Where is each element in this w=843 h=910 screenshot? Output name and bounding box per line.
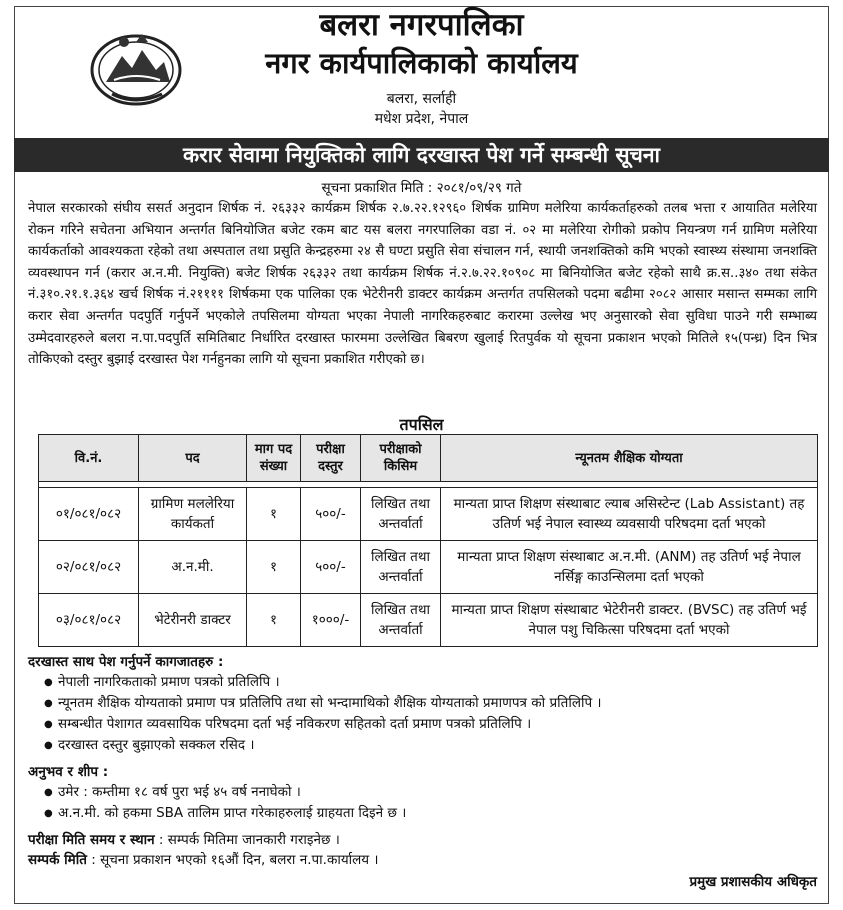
list-item: ● नेपाली नागरिकताको प्रमाण पत्रको प्रतिलिपि । xyxy=(44,672,817,693)
contact-info-label: सम्पर्क मिति xyxy=(28,852,87,868)
notice-title: करार सेवामा नियुक्तिको लागि दरखास्त पेश गर्ने सम्बन्धी सूचना xyxy=(14,138,829,172)
documents-heading: दरखास्त साथ पेश गर्नुपर्ने कागजातहरु : xyxy=(28,654,224,670)
tapsil-heading: तपसिल xyxy=(399,415,444,434)
documents-list xyxy=(28,672,817,756)
address-line-1: बलरा, सर्लाही xyxy=(386,91,457,107)
cell-count: १ xyxy=(247,488,301,541)
cell-sn: ०१/०८१/०८२ xyxy=(39,488,139,541)
table-row xyxy=(39,488,818,541)
office-name: नगर कार्यपालिकाको कार्यालय xyxy=(265,46,578,80)
cell-exam: लिखित तथा अन्तर्वार्ता xyxy=(361,541,441,594)
address-line-2: मधेश प्रदेश, नेपाल xyxy=(374,111,469,127)
cell-qualification: मान्यता प्राप्त शिक्षण संस्थाबाट अ.न.मी. (ANM) तह उतिर्ण भई नेपाल नर्सिङ्ग काउन्सिलमा दर्ता भएको xyxy=(441,541,818,594)
experience-section xyxy=(28,762,817,824)
cell-fee: १०००/- xyxy=(301,594,361,647)
col-header-sn: वि.नं. xyxy=(39,435,139,482)
notice-body: नेपाल सरकारको संघीय ससर्त अनुदान शिर्षक नं. २६३३२ कार्यक्रम शिर्षक २.७.२२.१२९६० शिर्षक ग्रामिण मलेरिया कार्यकर्ताहरुको तलब भत्ता र आयातित मलेरिया रोकन गरिने सचेतना अभियान अन्तर्गत बिनियोजित बजेट रकम बाट यस बलरा नगरपालिका वडा नं. ०२ मा मलेरिया रोगीको प्रकोप नियन्त्रण गर्न ग्रामिण मलेरिया कार्यकर्ताको आवश्यकता रहेको तथा अस्पताल तथा प्रसुति केन्द्रहरुमा २४ सै घण्टा प्रसुति सेवा संचालन गर्न, स्थायी जनशक्तिको कमि भएको स्वास्थ्य संस्थामा जनशक्ति व्यवस्थापन गर्न (करार अ.न.मी. नियुक्ति) बजेट शिर्षक २६३३२ तथा कार्यक्रम शिर्षक नं.२.७.२२.१०९०८ मा बिनियोजित बजेट रहेको साथै क्र.स..३४० तथा संकेत नं.३१०.२१.१.३६४ खर्च शिर्षक नं.२११११ शिर्षकमा एक पालिका एक भेटेरीनरी डाक्टर कार्यक्रम अन्तर्गत तपसिलको पदमा बढीमा २०८२ आसार मसान्त सम्मका लागि करार सेवा अन्तर्गत पदपुर्ति गर्नुपर्ने भएकोले तपसिलमा योग्यता भएका नेपाली नागरिकहरुबाट करारमा उल्लेख भए अनुसारको सेवा सुविधा पाउने गरी सम्भाब्य उम्मेदवारहरुले बलरा न.पा.पदपुर्ति समितिबाट निर्धारित दरखास्त फारममा उल्लेखित बिबरण खुलाई रितपुर्वक यो सूचना प्रकाशन भएको मितिले १५(पन्ध्र) दिन भित्र तोकिएको दस्तुर बुझाई दरखास्त पेश गर्नहुनका लागि यो सूचना प्रकाशित गरीएको छ। xyxy=(28,201,817,368)
cell-count: १ xyxy=(247,541,301,594)
documents-section xyxy=(28,652,817,756)
cell-sn: ०२/०८१/०८२ xyxy=(39,541,139,594)
cell-post: ग्रामिण मललेरिया कार्यकर्ता xyxy=(139,488,247,541)
experience-list xyxy=(28,782,817,824)
col-header-count: माग पद संख्या xyxy=(247,435,301,482)
col-header-post: पद xyxy=(139,435,247,482)
list-item: ● दरखास्त दस्तुर बुझाएको सक्कल रसिद । xyxy=(44,735,817,756)
exam-contact-section xyxy=(28,830,817,870)
cell-count: १ xyxy=(247,594,301,647)
table-row xyxy=(39,594,818,647)
exam-info-value: : सम्पर्क मितिमा जानकारी गराइनेछ । xyxy=(158,832,340,848)
municipality-name: बलरा नगरपालिका xyxy=(319,7,524,43)
cell-sn: ०३/०८१/०८२ xyxy=(39,594,139,647)
signatory-title: प्रमुख प्रशासकीय अधिकृत xyxy=(689,874,817,890)
cell-qualification: मान्यता प्राप्त शिक्षण संस्थाबाट ल्याब असिस्टेन्ट (Lab Assistant) तह उतिर्ण भई नेपाल स्वास्थ्य व्यवसायी परिषदमा दर्ता भएको xyxy=(441,488,818,541)
cell-post: अ.न.मी. xyxy=(139,541,247,594)
cell-qualification: मान्यता प्राप्त शिक्षण संस्थाबाट भेटेरीनरी डाक्टर. (BVSC) तह उतिर्ण भई नेपाल पशु चिकित्सा परिषदमा दर्ता भएको xyxy=(441,594,818,647)
experience-heading: अनुभव र शीप : xyxy=(28,764,109,780)
cell-exam: लिखित तथा अन्तर्वार्ता xyxy=(361,594,441,647)
list-item: ● उमेर : कम्तीमा १८ वर्ष पुरा भई ४५ वर्ष ननाघेको । xyxy=(44,782,817,803)
table-row xyxy=(39,541,818,594)
col-header-exam: परीक्षाको किसिम xyxy=(361,435,441,482)
table-header-row xyxy=(39,435,818,482)
list-item: ● न्यूनतम शैक्षिक योग्यताको प्रमाण पत्र प्रतिलिपि तथा सो भन्दामाथिको शैक्षिक योग्यताको प्रमाणपत्र को प्रतिलिपि । xyxy=(44,693,817,714)
contact-info-value: : सूचना प्रकाशन भएको १६औं दिन, बलरा न.पा.कार्यालय । xyxy=(91,852,379,868)
exam-info-label: परीक्षा मिति समय र स्थान xyxy=(28,832,155,848)
cell-exam: लिखित तथा अन्तर्वार्ता xyxy=(361,488,441,541)
letterhead xyxy=(28,0,815,135)
cell-post: भेटेरीनरी डाक्टर xyxy=(139,594,247,647)
published-date: सूचना प्रकाशित मिति : २०८१/०९/२९ गते xyxy=(321,180,522,196)
vacancy-table xyxy=(38,434,818,647)
col-header-qualification: न्यूनतम शैक्षिक योग्यता xyxy=(441,435,818,482)
cell-fee: ५००/- xyxy=(301,541,361,594)
list-item: ● अ.न.मी. को हकमा SBA तालिम प्राप्त गरेकाहरुलाई ग्राहयता दिइने छ । xyxy=(44,803,817,824)
exam-info-line xyxy=(28,830,817,850)
col-header-fee: परीक्षा दस्तुर xyxy=(301,435,361,482)
contact-info-line xyxy=(28,850,817,870)
list-item: ● सम्बन्धीत पेशागत व्यवसायिक परिषदमा दर्ता भई नविकरण सहितको दर्ता प्रमाण पत्रको प्रतिलिपि । xyxy=(44,714,817,735)
cell-fee: ५००/- xyxy=(301,488,361,541)
